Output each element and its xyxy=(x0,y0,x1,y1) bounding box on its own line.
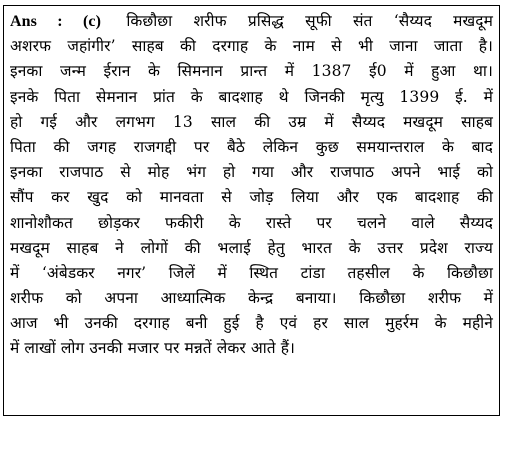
answer-line: मखदूम साहब ने लोगों की भलाई हेतु भारत के उत्तर प्रदेश राज्य xyxy=(10,238,493,257)
answer-line: इनका जन्म ईरान के सिमनान प्रान्त में 1387 ई0 में हुआ था। xyxy=(10,62,493,81)
answer-line: में लाखों लोग उनकी मजार पर मन्नतें लेकर आते हैं। xyxy=(10,339,296,358)
cropped-text-fragment xyxy=(100,423,400,445)
answer-line xyxy=(10,9,493,34)
answer-line: अशरफ जहांगीर’ साहब की दरगाह के नाम से भी जाना जाता है। xyxy=(10,37,493,56)
answer-line: इनके पिता सेमनान प्रांत के बादशाह थे जिनकी मृत्यु 1399 ई. में xyxy=(10,87,493,106)
answer-line: शानोशौकत छोड़कर फकीरी के रास्ते पर चलने वाले सैय्यद xyxy=(10,213,493,232)
answer-line: में ‘अंबेडकर नगर’ जिलें में स्थित टांडा तहसील के किछौछा xyxy=(10,263,493,282)
answer-line: आज भी उनकी दरगाह बनी हुई है एवं हर साल मुहर्रम के महीने xyxy=(10,314,493,333)
answer-line: इनका राजपाठ से मोह भंग हो गया और राजपाठ अपने भाई को xyxy=(10,163,493,182)
answer-line: पिता की जगह राजगद्दी पर बैठे लेकिन कुछ समयान्तराल के बाद xyxy=(10,137,493,156)
answer-line: हो गई और लगभग 13 साल की उम्र में सैय्यद मखदूम साहब xyxy=(10,112,493,131)
answer-line: शरीफ को अपना आध्यात्मिक केन्द्र बनाया। किछौछा शरीफ में xyxy=(10,289,493,308)
answer-label: Ans : (c) xyxy=(10,13,102,30)
answer-line-text: किछौछा शरीफ प्रसिद्ध सूफी संत ‘सैय्यद मखदूम xyxy=(126,12,494,30)
answer-box xyxy=(3,5,500,416)
answer-line: सौंप कर खुद को मानवता से जोड़ लिया और एक बादशाह की xyxy=(10,188,493,207)
